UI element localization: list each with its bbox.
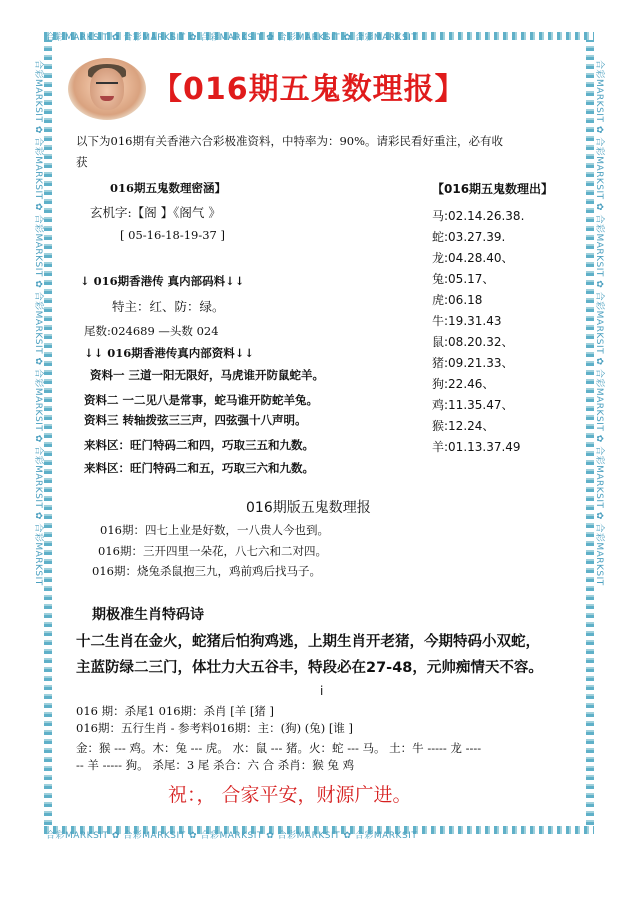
avatar	[68, 58, 146, 120]
list-item: 牛:19.31.43	[432, 314, 502, 328]
watermark-left: 合彩MARKSIT ✿ 合彩MARKSIT ✿ 合彩MARKSIT ✿ 合彩MARKSIT ✿ 合彩MARKSIT ✿ 合彩MARKSIT ✿ 合彩MARKSIT	[33, 60, 43, 586]
weishu-text: 尾数:024689 —头数 024	[84, 324, 219, 338]
ziliao-1: 资料一 三道一阳无限好，马虎谁开防鼠蛇羊。	[90, 368, 325, 382]
stray-mark: i	[320, 684, 324, 698]
section2-title: ↓ 016期香港传 真内部码料↓↓	[80, 274, 245, 288]
intro-line-2: 获	[76, 155, 88, 169]
ziliao-3: 资料三 转轴拨弦三三声，四弦强十八声明。	[84, 413, 307, 427]
middle-line-2: 016期：三开四里一朵花，八七六和二对四。	[98, 544, 327, 558]
list-item: 鼠:08.20.32、	[432, 335, 514, 349]
poem-title: 期极准生肖特码诗	[92, 607, 204, 623]
xuanji-text: 玄机字:【阁 】《阁气 》	[90, 205, 221, 220]
section1-title: 016期五鬼数理密涵】	[110, 181, 227, 195]
blessing-text: 祝：， 合家平安，财源广进。	[168, 784, 412, 806]
watermark-bottom: 合彩MARKSIT ✿ 合彩MARKSIT ✿ 合彩MARKSIT ✿ 合彩MARKSIT ✿ 合彩MARKSIT	[46, 831, 418, 841]
list-item: 鸡:11.35.47、	[432, 398, 514, 412]
bottom-line-2: 016期：五行生肖 - 参考料016期：主：(狗) (兔) [谁 ]	[76, 721, 353, 735]
laoliao-2: 来料区：旺门特码二和五，巧取三六和九数。	[84, 461, 314, 475]
section3-title: ↓↓ 016期香港传真内部资料↓↓	[84, 346, 255, 360]
list-item: 猴:12.24、	[432, 419, 495, 433]
list-item: 羊:01.13.37.49	[432, 440, 521, 454]
list-item: 马:02.14.26.38.	[432, 209, 525, 223]
ziliao-2: 资料二 一二见八是常事，蛇马谁开防蛇羊兔。	[84, 393, 319, 407]
poem-line-1: 十二生肖在金火，蛇猪后怕狗鸡逃，上期生肖开老猪，今期特码小双蛇，	[76, 634, 540, 650]
right-title: 【016期五鬼数理出】	[432, 182, 554, 196]
poem-line-2: 主蓝防绿二三门，体壮力大五谷丰，特段必在27-48，元帅痴情天不容。	[76, 660, 543, 676]
intro-line-1: 以下为016期有关香港六合彩极准资料，中特率为：90%。请彩民看好重注，必有收	[76, 134, 504, 148]
list-item: 兔:05.17、	[432, 272, 495, 286]
watermark-top: 合彩MARKSIT ✿ 合彩MARKSIT ✿ 合彩MARKSIT ✿ 合彩MARKSIT ✿ 合彩MARKSIT	[46, 33, 418, 43]
tezhu-text: 特主：红、防：绿。	[112, 299, 225, 314]
list-item: 猪:09.21.33、	[432, 356, 514, 370]
watermark-text-top: 合彩MARKSIT	[46, 33, 109, 43]
xuanji-numbers: [ 05-16-18-19-37 ]	[120, 228, 225, 242]
list-item: 狗:22.46、	[432, 377, 495, 391]
bottom-line-3: 金：猴 --- 鸡。木：兔 --- 虎。 水：鼠 --- 猪。火：蛇 --- 马。 土：牛 ----- 龙 ----	[76, 741, 482, 755]
avatar-face	[90, 68, 124, 110]
laoliao-1: 来料区：旺门特码二和四，巧取三五和九数。	[84, 438, 314, 452]
list-item: 蛇:03.27.39.	[432, 230, 506, 244]
page-title: 【016期五鬼数理报】	[152, 72, 466, 107]
middle-line-1: 016期：四七上业是好数，一八贵人今也到。	[100, 523, 329, 537]
bottom-line-1: 016 期：杀尾1 016期：杀肖 [羊 [猪 ]	[76, 704, 274, 718]
bottom-line-4: -- 羊 ----- 狗。 杀尾：3 尾 杀合：六 合 杀肖：猴 兔 鸡	[76, 758, 355, 772]
list-item: 虎:06.18	[432, 293, 483, 307]
avatar-eyes	[96, 82, 118, 89]
list-item: 龙:04.28.40、	[432, 251, 514, 265]
middle-line-3: 016期：烧兔杀鼠抱三九，鸡前鸡后找马子。	[92, 564, 321, 578]
watermark-right: 合彩MARKSIT ✿ 合彩MARKSIT ✿ 合彩MARKSIT ✿ 合彩MARKSIT ✿ 合彩MARKSIT ✿ 合彩MARKSIT ✿ 合彩MARKSIT	[594, 60, 604, 586]
middle-title: 016期版五鬼数理报	[246, 500, 371, 516]
